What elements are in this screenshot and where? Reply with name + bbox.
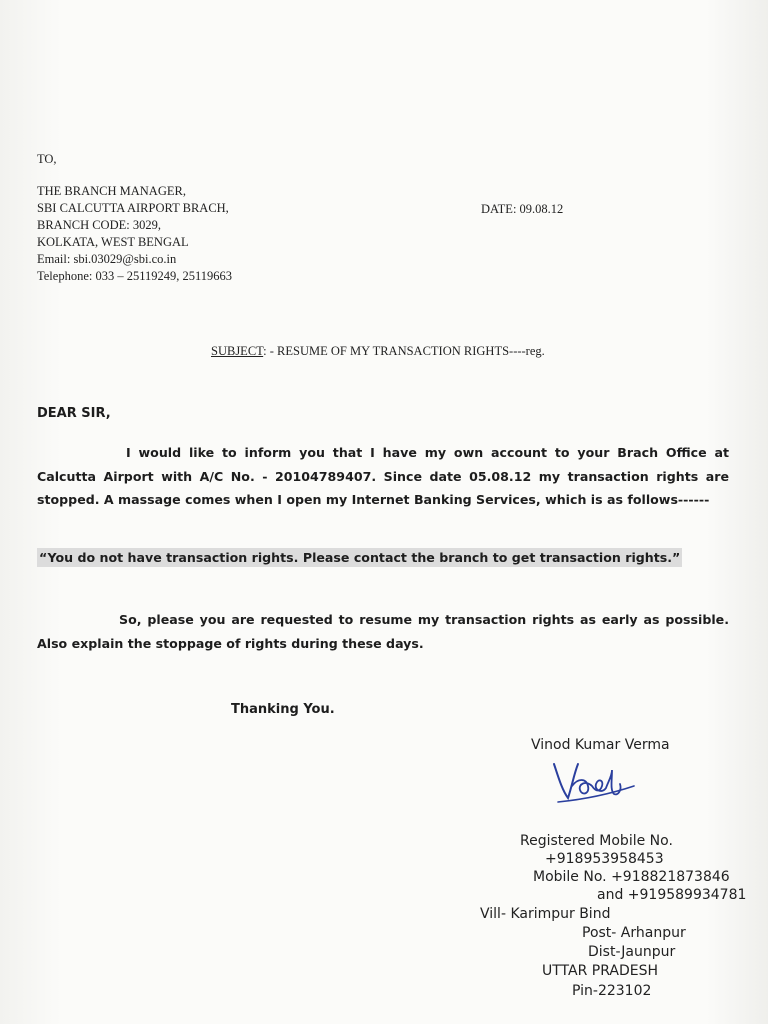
address-line: BRANCH CODE: 3029, — [37, 218, 161, 232]
mobile-number: Mobile No. +918821873846 — [533, 869, 730, 885]
address-line: KOLKATA, WEST BENGAL — [37, 235, 189, 249]
recipient-address — [37, 183, 232, 285]
registered-mobile-number: +918953958453 — [545, 851, 664, 867]
letter-date: DATE: 09.08.12 — [481, 202, 564, 216]
address-line: SBI CALCUTTA AIRPORT BRACH, — [37, 201, 229, 215]
registered-mobile-label: Registered Mobile No. — [520, 833, 673, 849]
body-paragraph-1: I would like to inform you that I have my own account to your Brach Office at Calcutta Airport with A/C No. - 20104789407. Since date 05.08.12 my transaction rights are stopped. A massage comes when I open my Internet Banking Services, which is as follows------ — [37, 445, 729, 507]
quoted-message — [37, 546, 697, 570]
subject-text: : - RESUME OF MY TRANSACTION RIGHTS----reg. — [263, 344, 545, 358]
subject-label: SUBJECT — [211, 344, 264, 358]
body-paragraph-2: So, please you are requested to resume my transaction rights as early as possible. Also explain the stoppage of rights during these days. — [37, 612, 729, 651]
signature-image — [548, 756, 640, 806]
subject-line — [211, 343, 545, 360]
address-post: Post- Arhanpur — [582, 925, 686, 941]
to-line: TO, — [37, 152, 57, 166]
closing: Thanking You. — [231, 702, 335, 717]
address-line: Email: sbi.03029@sbi.co.in — [37, 252, 177, 266]
address-line: Telephone: 033 – 25119249, 25119663 — [37, 269, 233, 283]
sender-name: Vinod Kumar Verma — [531, 737, 670, 753]
quoted-message-text: “You do not have transaction rights. Please contact the branch to get transaction rights.” — [39, 550, 681, 565]
address-district: Dist-Jaunpur — [588, 944, 676, 960]
salutation: DEAR SIR, — [37, 406, 111, 421]
address-line: THE BRANCH MANAGER, — [37, 184, 186, 198]
address-state: UTTAR PRADESH — [542, 963, 658, 979]
address-village: Vill- Karimpur Bind — [480, 906, 611, 922]
mobile-number-2: and +919589934781 — [597, 887, 747, 903]
address-pin: Pin-223102 — [572, 983, 652, 999]
